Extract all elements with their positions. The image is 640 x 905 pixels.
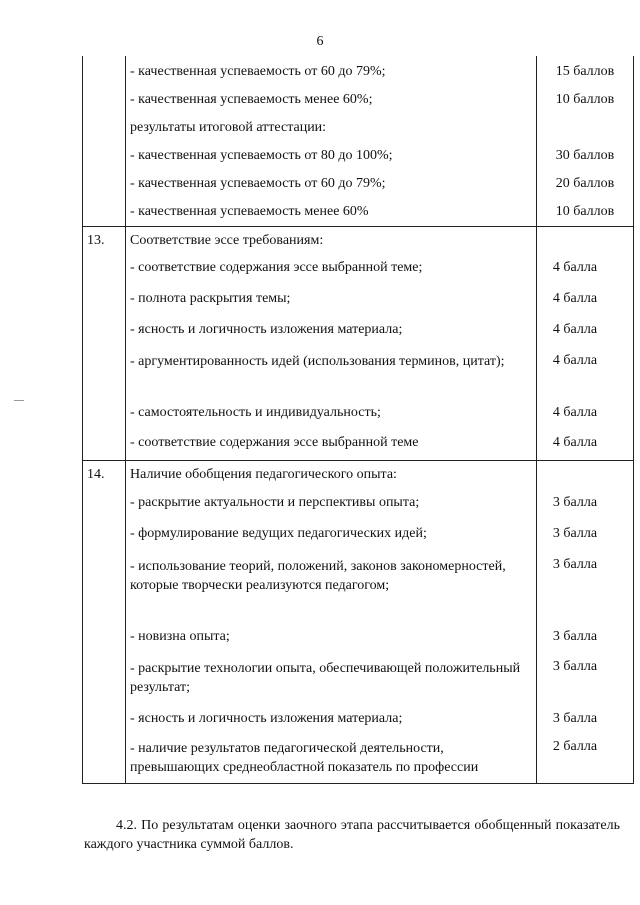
criterion-points: 4 балла <box>537 318 634 349</box>
table-row <box>83 84 634 112</box>
section-13-heading-row <box>83 226 634 256</box>
table-row <box>83 140 634 168</box>
table-row <box>83 287 634 318</box>
criterion-points: 30 баллов <box>537 140 634 168</box>
table-row <box>83 196 634 226</box>
table-row <box>83 430 634 460</box>
criterion-points: 10 баллов <box>537 84 634 112</box>
criterion-points: 3 балла <box>537 553 634 623</box>
table-row <box>83 256 634 287</box>
criterion-points: 4 балла <box>537 256 634 287</box>
criterion-points <box>537 112 634 140</box>
criterion-text: - использование теорий, положений, законов закономерностей, которые творчески реализуются педагогом; <box>126 553 537 623</box>
table-row <box>83 349 634 399</box>
criterion-text: - соответствие содержания эссе выбранной теме <box>126 430 537 460</box>
section-14-heading: Наличие обобщения педагогического опыта: <box>126 460 537 491</box>
section-14-number: 14. <box>83 460 126 491</box>
page-number: 6 <box>316 34 324 49</box>
criterion-points: 20 баллов <box>537 168 634 196</box>
table-row <box>83 735 634 783</box>
criterion-points: 3 балла <box>537 491 634 522</box>
table-row <box>83 168 634 196</box>
row-number <box>83 56 126 84</box>
criterion-text: - аргументированность идей (использования терминов, цитат); <box>126 349 537 399</box>
footer-paragraph: 4.2. По результатам оценки заочного этапа рассчитывается обобщенный показатель каждого участника суммой баллов. <box>84 818 620 852</box>
criterion-points: 3 балла <box>537 705 634 735</box>
criterion-text: - наличие результатов педагогической деятельности, превышающих среднеобластной показатель по профессии <box>126 735 537 783</box>
section-14-heading-row <box>83 460 634 491</box>
criterion-points: 10 баллов <box>537 196 634 226</box>
table-row <box>83 705 634 735</box>
table-row <box>83 318 634 349</box>
criterion-text: - раскрытие технологии опыта, обеспечивающей положительный результат; <box>126 653 537 705</box>
table-row <box>83 491 634 522</box>
criterion-points: 2 балла <box>537 735 634 783</box>
criterion-text: - формулирование ведущих педагогических идей; <box>126 522 537 553</box>
table-row <box>83 623 634 653</box>
criterion-points: 3 балла <box>537 623 634 653</box>
table-row <box>83 653 634 705</box>
criterion-text: - соответствие содержания эссе выбранной теме; <box>126 256 537 287</box>
criterion-points: 3 балла <box>537 653 634 705</box>
criterion-text: - качественная успеваемость от 60 до 79%; <box>126 168 537 196</box>
section-13-number: 13. <box>83 226 126 256</box>
table-row <box>83 112 634 140</box>
criterion-text: - качественная успеваемость от 80 до 100%; <box>126 140 537 168</box>
criteria-table <box>82 56 634 784</box>
criterion-text: - самостоятельность и индивидуальность; <box>126 399 537 430</box>
criterion-points: 4 балла <box>537 349 634 399</box>
criterion-points: 4 балла <box>537 399 634 430</box>
criterion-text: - качественная успеваемость менее 60% <box>126 196 537 226</box>
criterion-text: результаты итоговой аттестации: <box>126 112 537 140</box>
criterion-points: 15 баллов <box>537 56 634 84</box>
table-row <box>83 399 634 430</box>
criterion-text: - полнота раскрытия темы; <box>126 287 537 318</box>
margin-mark <box>14 400 24 401</box>
criterion-points: 4 балла <box>537 430 634 460</box>
criterion-text: - ясность и логичность изложения материала; <box>126 705 537 735</box>
section-13-heading: Соответствие эссе требованиям: <box>126 226 537 256</box>
criterion-points: 4 балла <box>537 287 634 318</box>
table-row <box>83 56 634 84</box>
criterion-text: - качественная успеваемость от 60 до 79%; <box>126 56 537 84</box>
criterion-text: - новизна опыта; <box>126 623 537 653</box>
table-row <box>83 522 634 553</box>
criterion-points: 3 балла <box>537 522 634 553</box>
criterion-text: - раскрытие актуальности и перспективы опыта; <box>126 491 537 522</box>
criterion-text: - ясность и логичность изложения материала; <box>126 318 537 349</box>
table-row <box>83 553 634 623</box>
criterion-text: - качественная успеваемость менее 60%; <box>126 84 537 112</box>
